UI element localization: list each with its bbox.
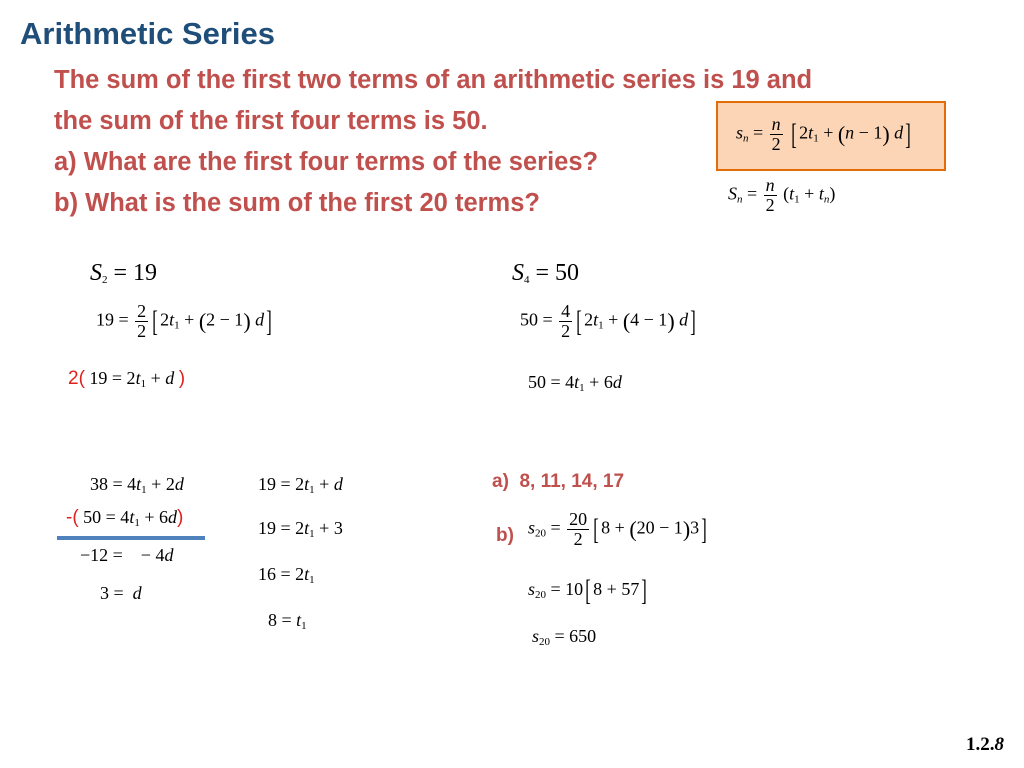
slide-number bbox=[966, 734, 1004, 756]
slide-number-page: 8 bbox=[994, 734, 1004, 755]
problem-line-1: The sum of the first two terms of an arithmetic series is 19 and bbox=[54, 66, 813, 94]
problem-line-3: a) What are the first four terms of the series? bbox=[54, 148, 599, 176]
eq-d-value: 3 = d bbox=[100, 583, 142, 603]
times-two-open: 2( bbox=[68, 368, 85, 389]
subtraction-rule bbox=[57, 536, 205, 540]
eq-s2-simplified: 2( $19 = 2t_1 + d$ ) bbox=[68, 368, 186, 390]
problem-line-2: the sum of the first four terms is 50. bbox=[54, 107, 488, 135]
answer-a bbox=[492, 471, 624, 493]
sum-formula-box bbox=[716, 101, 946, 171]
eq-s20-result: $s_{20} = 650$ bbox=[532, 626, 597, 648]
times-two-close: ) bbox=[178, 368, 186, 389]
problem-line-4: b) What is the sum of the first 20 terms? bbox=[54, 189, 540, 217]
answer-a-label: a) bbox=[492, 471, 509, 492]
eq-s4-simplified: $50 = 4t_1 + 6d$ bbox=[528, 372, 622, 394]
answer-a-value: 8, 11, 14, 17 bbox=[519, 471, 625, 492]
minus-open: -( bbox=[66, 507, 79, 528]
eq-sub-2: $19 = 2t_1 + 3$ bbox=[258, 518, 343, 540]
eq-subtracted: -( $50 = 4t_1 + 6d$) bbox=[66, 507, 184, 529]
eq-sub-3: $16 = 2t_1$ bbox=[258, 564, 315, 586]
sum-formula-first-last: $S_n$ = $\frac{n}{2}$ $(t_1 + t_n)$ bbox=[728, 175, 836, 215]
answer-b-label: b) bbox=[496, 525, 514, 546]
eq-sub-1: $19 = 2t_1 + d$ bbox=[258, 474, 343, 496]
sum-formula-bracket: $s_n$ = $\frac{n}{2}$ [ $2t_1 + (n - 1)$ d] bbox=[736, 114, 911, 154]
eq-difference: −12 = − 4d bbox=[80, 545, 174, 565]
slide-number-prefix: 1.2. bbox=[966, 734, 995, 755]
eq-s2-expanded: 19 = $\frac{2}{2}$ [ $2t_1 + (2 - 1)$ d] bbox=[96, 301, 272, 341]
eq-s4: $S_4 = 50$ bbox=[512, 260, 580, 286]
eq-s20-simplified: $s_{20} = 10$[ 8 + 57] bbox=[528, 574, 648, 607]
eq-s20-expanded: $s_{20}$ = $\frac{20}{2}$ [ 8 + (20 − 1)3] bbox=[528, 509, 707, 549]
eq-doubled: $38 = 4t_1 + 2d$ bbox=[90, 474, 184, 496]
slide-title: Arithmetic Series bbox=[20, 16, 275, 51]
eq-s2: $S_2 = 19$ bbox=[90, 260, 158, 286]
eq-t1-value: $8 = t_1$ bbox=[268, 610, 307, 632]
minus-close: ) bbox=[176, 507, 184, 528]
eq-s4-expanded: 50 = $\frac{4}{2}$ [ $2t_1 + (4 - 1)$ d] bbox=[520, 301, 696, 341]
